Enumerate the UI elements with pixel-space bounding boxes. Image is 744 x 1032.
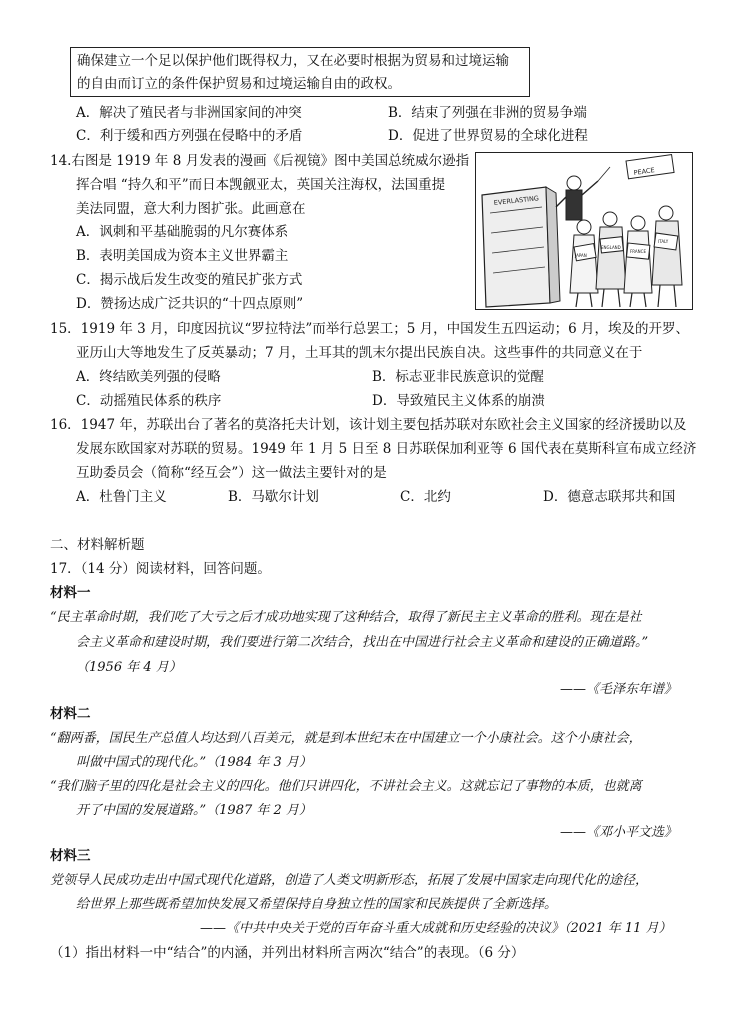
material-2-line-3: “我们脑子里的四化是社会主义的四化。他们只讲四化，不讲社会主义。这就忘记了事物的本质，也就离	[50, 779, 642, 794]
material-2-line-4: 开了中国的发展道路。”（1987 年 2 月）	[76, 803, 312, 818]
q17-subquestion-1: （1）指出材料一中“结合”的内涵，并列出材料所言两次“结合”的表现。（6 分）	[50, 945, 525, 961]
material-1-line-1: “民主革命时期，我们吃了大亏之后才成功地实现了这种结合，取得了新民主主义革命的胜利。现在是社	[50, 610, 642, 625]
material-2-title: 材料二	[50, 706, 91, 722]
cartoon-label-england: ENGLAND	[601, 245, 621, 250]
q16-line-1: 16．1947 年，苏联出台了著名的莫洛托夫计划，该计划主要包括苏联对东欧社会主义国家的经济援助以及	[50, 417, 687, 433]
q13-option-b: B．结束了列强在非洲的贸易争端	[388, 105, 587, 121]
q17-intro: 17．（14 分）阅读材料，回答问题。	[50, 561, 271, 577]
material-2-line-2: 叫做中国式的现代化。”（1984 年 3 月）	[76, 755, 312, 770]
material-3-line-2: 给世界上那些既希望加快发展又希望保持自身独立性的国家和民族提供了全新选择。	[76, 897, 558, 912]
quote-line-2: 的自由而订立的条件保护贸易和过境运输自由的政权。	[77, 76, 401, 92]
q13-option-d: D．促进了世界贸易的全球化进程	[388, 128, 588, 144]
material-2-line-1: “翻两番，国民生产总值人均达到八百美元，就是到本世纪末在中国建立一个小康社会。这个小康社会，	[50, 731, 642, 746]
q14-option-b: B．表明美国成为资本主义世界霸主	[76, 248, 289, 264]
cartoon-image	[475, 152, 693, 310]
q16-option-c: C．北约	[400, 489, 451, 505]
quote-line-1: 确保建立一个足以保护他们既得权力，又在必要时根据为贸易和过境运输	[77, 53, 509, 69]
q14-option-a: A．讽刺和平基础脆弱的凡尔赛体系	[76, 224, 289, 240]
cartoon-drawing	[476, 153, 692, 309]
cartoon-label-japan: JAPAN	[575, 253, 587, 258]
q15-line-2: 亚历山大等地发生了反英暴动；7 月，土耳其的凯末尔提出民族自决。这些事件的共同意义在于	[76, 345, 643, 361]
q16-line-2: 发展东欧国家对苏联的贸易。1949 年 1 月 5 日至 8 日苏联保加利亚等 6 国代表在莫斯科宣布成立经济	[76, 441, 697, 457]
q16-option-b: B．马歇尔计划	[228, 489, 319, 505]
q16-line-3: 互助委员会（简称“经互会”）这一做法主要针对的是	[76, 465, 387, 481]
q15-option-b: B．标志亚非民族意识的觉醒	[372, 369, 544, 385]
q15-line-1: 15．1919 年 3 月，印度因抗议“罗拉特法”而举行总罢工；5 月，中国发生五四运动；6 月，埃及的开罗、	[50, 321, 690, 337]
material-3-title: 材料三	[50, 848, 91, 864]
q13-option-a: A．解决了殖民者与非洲国家间的冲突	[76, 105, 302, 121]
q14-line-1: 14.右图是 1919 年 8 月发表的漫画《后视镜》图中美国总统威尔逊指	[50, 153, 470, 169]
material-3-line-1: 党领导人民成功走出中国式现代化道路，创造了人类文明新形态，拓展了发展中国家走向现代化的途径，	[50, 873, 649, 888]
q14-option-c: C．揭示战后发生改变的殖民扩张方式	[76, 272, 303, 288]
q14-line-3: 美法同盟，意大利力图扩张。此画意在	[76, 201, 306, 217]
q14-option-d: D．赞扬达成广泛共识的“十四点原则”	[76, 296, 304, 312]
q13-option-c: C．利于缓和西方列强在侵略中的矛盾	[76, 128, 303, 144]
material-3-source: ——《中共中央关于党的百年奋斗重大成就和历史经验的决议》（2021 年 11 月）	[200, 921, 672, 936]
q16-option-d: D．德意志联邦共和国	[543, 489, 676, 505]
q15-option-c: C．动摇殖民体系的秩序	[76, 393, 222, 409]
section-heading: 二、材料解析题	[50, 537, 145, 553]
cartoon-sign-1: EVERLASTING	[493, 194, 540, 207]
cartoon-label-italy: ITALY	[658, 239, 669, 244]
material-2-source: ——《邓小平文选》	[560, 825, 678, 840]
material-1-source: ——《毛泽东年谱》	[560, 682, 678, 697]
material-1-title: 材料一	[50, 585, 91, 601]
q15-option-d: D．导致殖民主义体系的崩溃	[372, 393, 545, 409]
q16-option-a: A．杜鲁门主义	[76, 489, 167, 505]
q14-line-2: 挥合唱 “持久和平”而日本觊觎亚太，英国关注海权，法国重提	[76, 177, 446, 193]
q15-option-a: A．终结欧美列强的侵略	[76, 369, 221, 385]
cartoon-label-france: FRANCE	[630, 249, 646, 254]
material-1-line-2: 会主义革命和建设时期，我们要进行第二次结合，找出在中国进行社会主义革命和建设的正确道路。”	[76, 635, 649, 650]
material-1-line-3: （1956 年 4 月）	[76, 660, 182, 675]
cartoon-sign-2: PEACE	[633, 166, 656, 177]
